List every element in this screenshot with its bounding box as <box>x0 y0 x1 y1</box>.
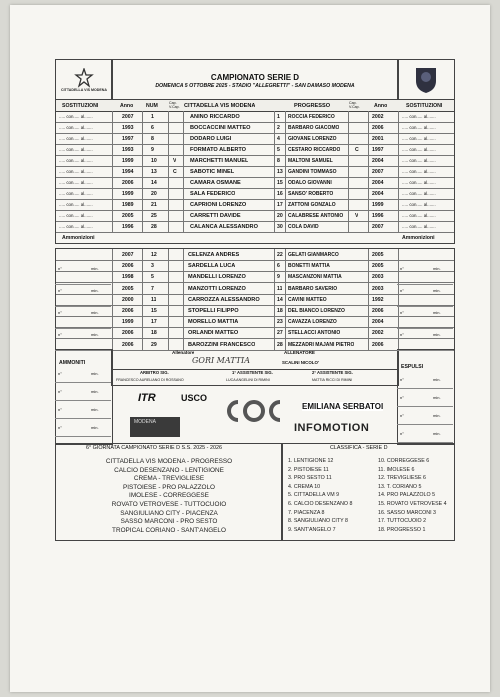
bench-row <box>56 305 454 317</box>
home-crest-icon <box>74 68 94 88</box>
away-anno: 2007 <box>372 224 384 230</box>
home-cap: V <box>173 158 177 164</box>
classifica-entry: 1. LENTIGIONE 12 <box>288 458 334 464</box>
home-bench-num: 7 <box>151 285 154 292</box>
ammonizione-slot <box>397 330 453 351</box>
away-anno: 2001 <box>372 136 384 142</box>
away-anno: 2007 <box>372 169 384 175</box>
match-subtitle: DOMENICA 5 OTTOBRE 2025 - STADIO "ALLEGRETTI" - SAN DAMASO MODENA <box>155 83 355 89</box>
ammonizione-slot <box>397 264 453 285</box>
home-bench-anno: 2007 <box>122 252 134 258</box>
sponsor-modena: MODENA <box>130 417 180 437</box>
sub-right-placeholder: ..... con..... al....... <box>402 125 436 130</box>
home-bench-name: STOPELLI FILIPPO <box>188 308 239 314</box>
away-num: 20 <box>277 213 283 219</box>
home-player-name: SABOTIC MINEL <box>190 169 235 175</box>
home-player-name: CAPRIONI LORENZO <box>190 202 247 208</box>
arbitro-label: ARBITRO SIG. <box>140 370 169 375</box>
home-num: 13 <box>151 169 157 175</box>
home-num: 6 <box>151 125 154 131</box>
classifica-entry: 11. IMOLESE 6 <box>378 466 415 473</box>
home-team-header: CITTADELLA VIS MODENA <box>184 103 256 109</box>
away-bench-anno: 2004 <box>372 319 384 326</box>
sub-right-placeholder: ..... con..... al....... <box>402 213 436 218</box>
classifica-entry: 17. TUTTOCUOIO 2 <box>378 518 427 525</box>
home-num: 10 <box>151 158 157 164</box>
ammonizione-n-label: n° <box>400 266 404 271</box>
home-anno: 1994 <box>122 169 134 175</box>
card-min-label: min. <box>433 395 441 400</box>
away-team-header: PROGRESSO <box>294 103 331 109</box>
starters-table <box>55 111 455 233</box>
sub-left-placeholder: ..... con..... al....... <box>59 202 93 207</box>
sub-right-placeholder: ..... con..... al....... <box>402 169 436 174</box>
away-bench-num: 9 <box>277 274 280 281</box>
classifica-entry: 15. ROVATO VETROVESE 4 <box>378 501 447 507</box>
card-n-label: n° <box>400 395 404 400</box>
away-bench-name: STELLACCI ANTONIO <box>288 330 341 337</box>
home-logo <box>55 59 113 101</box>
classifica-entry: 7. PIACENZA 8 <box>288 509 325 516</box>
away-num: 4 <box>277 136 280 142</box>
home-anno: 1989 <box>122 202 134 208</box>
home-player-name: FORMATO ALBERTO <box>190 147 247 153</box>
home-num: 14 <box>151 180 157 186</box>
away-bench-num: 6 <box>277 263 280 270</box>
away-bench-num: 14 <box>277 296 283 303</box>
home-player-name: CALANCA ALESSANDRO <box>190 224 258 230</box>
sponsor-itr: ITR <box>138 392 156 404</box>
home-bench-anno: 1999 <box>122 319 134 326</box>
card-n-label: n° <box>58 407 62 412</box>
card-slot <box>55 365 111 383</box>
schedule-match: SANGIULIANO CITY - PIACENZA <box>120 509 218 517</box>
away-anno: 1999 <box>372 202 384 208</box>
away-bench-name: BARBARO SAVERIO <box>288 285 338 292</box>
away-coach-name: SCALINI NICOLO' <box>282 360 319 365</box>
card-slot <box>397 407 453 425</box>
sub-right-placeholder: ..... con..... al....... <box>402 147 436 152</box>
home-coach-label: Allenatore <box>172 350 195 355</box>
card-n-label: n° <box>58 389 62 394</box>
home-bench-anno: 2006 <box>122 330 134 337</box>
home-coach-handwritten: GORI MATTIA <box>192 356 250 365</box>
match-title: CAMPIONATO SERIE D <box>210 73 300 82</box>
home-player-name: CAMARA OSMANE <box>190 180 241 186</box>
sponsor-usco: USCO <box>181 393 208 403</box>
card-slot <box>397 389 453 407</box>
sub-left-placeholder: ..... con..... al....... <box>59 224 93 229</box>
home-num: 28 <box>151 224 157 230</box>
away-num: 15 <box>277 180 283 186</box>
away-coach-label: ALLENATORE <box>284 350 315 355</box>
home-bench-num: 5 <box>151 274 154 281</box>
away-anno: 1996 <box>372 213 384 219</box>
assistente1-label: 1° ASSISTENTE SIG. <box>232 370 273 375</box>
away-player-name: ODALO GIOVANNI <box>288 180 332 186</box>
home-bench-num: 3 <box>151 263 154 270</box>
cap-header: Cap. V.Cap. <box>169 101 180 109</box>
away-bench-anno: 2006 <box>372 341 384 348</box>
away-bench-name: CAVAZZA LORENZO <box>288 319 337 326</box>
away-anno: 2004 <box>372 180 384 186</box>
bench-row <box>56 327 454 339</box>
home-bench-name: SARDELLA LUCA <box>188 263 236 270</box>
home-player-name: CARRETTI DAVIDE <box>190 213 241 219</box>
ammonizione-min-label: min. <box>433 266 441 271</box>
sub-right-placeholder: ..... con..... al....... <box>402 136 436 141</box>
card-slot <box>397 371 453 389</box>
away-bench-num: 18 <box>277 308 283 314</box>
away-cap: C <box>355 147 359 153</box>
home-bench-name: CELENZA ANDRES <box>188 252 240 258</box>
away-player-name: CESTARO RICCARDO <box>288 147 341 153</box>
sub-left-placeholder: ..... con..... al....... <box>59 213 93 218</box>
card-min-label: min. <box>433 413 441 418</box>
sub-left-placeholder: ..... con..... al....... <box>59 136 93 141</box>
ammonizione-slot <box>55 264 111 285</box>
sub-right-placeholder: ..... con..... al....... <box>402 180 436 185</box>
away-bench-name: CAVINI MATTEO <box>288 296 327 303</box>
sub-left-placeholder: ..... con..... al....... <box>59 180 93 185</box>
card-n-label: n° <box>58 371 62 376</box>
home-bench-anno: 2000 <box>122 296 134 303</box>
ammonizione-n-label: n° <box>400 288 404 293</box>
anno-header: Anno <box>120 103 134 109</box>
cap2-header: Cap. V.Cap. <box>349 101 360 109</box>
away-bench-name: BONETTI MATTIA <box>288 263 330 270</box>
away-bench-anno: 2003 <box>372 274 384 281</box>
schedule-match: ROVATO VETROVESE - TUTTOCUOIO <box>111 501 227 508</box>
sub-left-header: SOSTITUZIONI <box>62 103 99 109</box>
home-anno: 1999 <box>122 158 134 164</box>
sub-left-placeholder: ..... con..... al....... <box>59 147 93 152</box>
assistente2-name: MATTIA RICCI DI RIMINI <box>312 378 353 382</box>
sub-right-placeholder: ..... con..... al....... <box>402 114 436 119</box>
assistente1-name: LUCA ANGELINI DI RIMINI <box>226 378 270 382</box>
classifica-entry: 4. CREMA 10 <box>288 483 321 490</box>
arbitro-name: FRANCESCO AURELIANO DI ROSSANO <box>116 378 184 382</box>
away-player-name: GANDINI TOMMASO <box>288 169 337 175</box>
assistente2-label: 2° ASSISTENTE SIG. <box>312 370 353 375</box>
sub-left-placeholder: ..... con..... al....... <box>59 169 93 174</box>
classifica-entry: 14. PRO PALAZZOLO 5 <box>378 492 436 499</box>
ammonizioni-row <box>55 232 455 244</box>
ammonizioni-left-label: Ammonizioni <box>62 235 95 241</box>
home-bench-name: MORELLO MATTIA <box>188 319 239 326</box>
ammonizione-min-label: min. <box>433 332 441 337</box>
home-player-name: DODARO LUIGI <box>190 136 232 142</box>
schedule-match: PISTOIESE - PRO PALAZZOLO <box>122 483 216 491</box>
sub-left-placeholder: ..... con..... al....... <box>59 191 93 196</box>
away-num: 8 <box>277 158 280 164</box>
away-num: 16 <box>277 191 283 197</box>
away-player-name: GIOVANE LORENZO <box>288 136 337 142</box>
classifica-title: CLASSIFICA - SERIE D <box>330 445 388 451</box>
schedule-match: SASSO MARCONI - PRO SESTO <box>120 518 218 526</box>
away-anno: 2004 <box>372 158 384 164</box>
home-bench-num: 12 <box>151 252 157 258</box>
card-n-label: n° <box>58 425 62 430</box>
card-min-label: min. <box>91 389 99 394</box>
bench-table <box>55 248 455 351</box>
home-anno: 1993 <box>122 147 134 153</box>
away-bench-num: 11 <box>277 285 283 292</box>
classifica-entry: 18. PROGRESSO 1 <box>378 526 426 533</box>
home-anno: 2005 <box>122 213 134 219</box>
home-cap: C <box>173 169 177 175</box>
card-min-label: min. <box>91 371 99 376</box>
ammonizione-n-label: n° <box>58 266 62 271</box>
card-n-label: n° <box>400 377 404 382</box>
home-logo-caption: CITTADELLA VIS MODENA <box>61 88 107 92</box>
sponsor-cpc-logo <box>224 398 284 424</box>
away-player-name: ZATTONI GONZALO <box>288 202 336 208</box>
sponsor-infomotion: INFOMOTION <box>294 422 370 434</box>
away-bench-num: 27 <box>277 330 283 337</box>
home-player-name: MARCHETTI MANUEL <box>190 158 249 164</box>
lineup-sheet <box>10 5 490 692</box>
referees-row <box>111 369 399 386</box>
home-anno: 1996 <box>122 224 134 230</box>
classifica-entry: 5. CITTADELLA VM 9 <box>288 492 340 499</box>
home-anno: 1993 <box>122 125 134 131</box>
classifica-entry: 12. TREVIGLIESE 6 <box>378 475 426 482</box>
ammoniti-label: AMMONITI <box>59 360 86 366</box>
ammonizione-min-label: min. <box>91 332 99 337</box>
home-num: 25 <box>151 213 157 219</box>
espulsi-label: ESPULSI <box>401 364 424 370</box>
card-min-label: min. <box>91 425 99 430</box>
sub-right-placeholder: ..... con..... al....... <box>402 158 436 163</box>
card-min-label: min. <box>433 377 441 382</box>
away-bench-name: GELATI GIANMARCO <box>288 252 339 258</box>
away-bench-anno: 2003 <box>372 285 384 292</box>
home-bench-name: CARROZZA ALESSANDRO <box>188 296 260 303</box>
ammonizione-n-label: n° <box>58 310 62 315</box>
schedule-match: CREMA - TREVIGLIESE <box>133 475 205 483</box>
away-bench-anno: 2006 <box>372 308 384 314</box>
num-header: NUM <box>146 103 158 109</box>
card-slot <box>55 383 111 401</box>
ammonizione-min-label: min. <box>91 266 99 271</box>
card-slot <box>397 425 453 443</box>
away-num: 2 <box>277 125 280 131</box>
ammonizione-min-label: min. <box>433 310 441 315</box>
classifica-entry: 2. PISTOIESE 11 <box>288 466 329 473</box>
sub-right-placeholder: ..... con..... al....... <box>402 191 436 196</box>
home-player-name: BOCCACCINI MATTEO <box>190 125 251 131</box>
away-num: 17 <box>277 202 283 208</box>
sub-right-header: SOSTITUZIONI <box>406 103 443 109</box>
ammonizioni-right-label: Ammonizioni <box>402 235 435 241</box>
home-player-name: ANINO RICCARDO <box>190 114 240 120</box>
home-num: 20 <box>151 191 157 197</box>
away-player-name: SANSO' ROBERTO <box>288 191 334 197</box>
home-bench-anno: 2006 <box>122 263 134 270</box>
away-player-name: COLA DAVID <box>288 224 319 230</box>
home-bench-anno: 2005 <box>122 285 134 292</box>
away-bench-num: 23 <box>277 319 283 326</box>
bench-row <box>56 294 454 306</box>
home-player-name: SALA FEDERICO <box>190 191 236 197</box>
away-logo <box>397 59 455 101</box>
card-n-label: n° <box>400 413 404 418</box>
away-anno: 2006 <box>372 125 384 131</box>
away-cap: V <box>355 213 359 219</box>
away-anno: 2002 <box>372 114 384 120</box>
sub-left-placeholder: ..... con..... al....... <box>59 114 93 119</box>
home-anno: 2006 <box>122 180 134 186</box>
home-bench-num: 11 <box>151 296 157 303</box>
away-bench-name: DEL BIANCO LORENZO <box>288 308 345 314</box>
home-bench-name: BAROZZINI FRANCESCO <box>188 341 256 348</box>
schedule-match: IMOLESE - CORREGGESE <box>129 492 209 500</box>
away-player-name: CALABRESE ANTONIO <box>288 213 344 219</box>
coaches-row <box>111 349 399 370</box>
home-bench-anno: 1998 <box>122 274 134 281</box>
sub-right-placeholder: ..... con..... al....... <box>402 224 436 229</box>
ammonizione-n-label: n° <box>400 310 404 315</box>
home-anno: 1999 <box>122 191 134 197</box>
classifica-entry: 16. SASSO MARCONI 3 <box>378 509 436 516</box>
home-bench-anno: 2006 <box>122 308 134 314</box>
away-num: 13 <box>277 169 283 175</box>
sub-left-placeholder: ..... con..... al....... <box>59 125 93 130</box>
home-bench-name: MANZOTTI LORENZO <box>188 285 246 292</box>
home-bench-name: ORLANDI MATTEO <box>188 330 239 337</box>
away-num: 1 <box>277 114 280 120</box>
home-anno: 2007 <box>122 114 134 120</box>
classifica-box <box>281 443 455 541</box>
away-player-name: MALTONI SAMUEL <box>288 158 333 164</box>
home-bench-anno: 2006 <box>122 341 134 348</box>
classifica-entry: 10. CORREGGESE 6 <box>378 458 430 464</box>
schedule-title: 6° GIORNATA CAMPIONATO SERIE D S.S. 2025 - 2026 <box>86 445 222 451</box>
card-min-label: min. <box>91 407 99 412</box>
away-crest-icon <box>413 65 439 95</box>
classifica-entry: 3. PRO SESTO 11 <box>288 475 332 482</box>
schedule-match: TROPICAL CORIANO - SANT'ANGELO <box>112 526 226 534</box>
home-num: 8 <box>151 136 154 142</box>
ammonizione-min-label: min. <box>433 288 441 293</box>
schedule-match: CALCIO DESENZANO - LENTIGIONE <box>114 466 224 474</box>
away-anno: 2004 <box>372 191 384 197</box>
home-bench-num: 18 <box>151 330 157 337</box>
card-slot <box>55 419 111 437</box>
away-bench-anno: 2002 <box>372 330 384 337</box>
anno2-header: Anno <box>374 103 388 109</box>
away-bench-num: 22 <box>277 252 283 258</box>
bench-row <box>56 260 454 272</box>
away-bench-anno: 1992 <box>372 296 384 303</box>
away-player-name: BARBARO GIACOMO <box>288 125 340 131</box>
away-bench-name: MEZZADRI MAJANI PIETRO <box>288 341 355 348</box>
home-bench-num: 29 <box>151 341 157 348</box>
away-num: 30 <box>277 224 283 230</box>
sponsor-emiliana: EMILIANA SERBATOI <box>302 402 384 411</box>
schedule-match: CITTADELLA VIS MODENA - PROGRESSO <box>105 458 233 465</box>
classifica-entry: 6. CALCIO DESENZANO 8 <box>288 501 353 507</box>
ammonizione-min-label: min. <box>91 288 99 293</box>
away-num: 5 <box>277 147 280 153</box>
bench-row <box>56 316 454 328</box>
ammonizione-min-label: min. <box>91 310 99 315</box>
ammonizione-n-label: n° <box>58 332 62 337</box>
home-bench-name: MANDELLI LORENZO <box>188 274 246 281</box>
bench-row <box>56 283 454 295</box>
home-num: 1 <box>151 114 154 120</box>
home-num: 21 <box>151 202 157 208</box>
card-min-label: min. <box>433 431 441 436</box>
sub-left-placeholder: ..... con..... al....... <box>59 158 93 163</box>
ammonizione-slot <box>397 308 453 329</box>
away-bench-anno: 2005 <box>372 252 384 258</box>
title-block <box>111 59 399 101</box>
classifica-entry: 8. SANGIULIANO CITY 8 <box>288 518 348 525</box>
ammonizione-slot <box>397 286 453 307</box>
away-bench-anno: 2005 <box>372 263 384 270</box>
ammonizione-slot <box>55 308 111 329</box>
ammonizione-n-label: n° <box>58 288 62 293</box>
home-num: 9 <box>151 147 154 153</box>
ammonizione-slot <box>55 286 111 307</box>
classifica-entry: 9. SANT'ANGELO 7 <box>288 526 336 533</box>
away-anno: 1997 <box>372 147 384 153</box>
schedule-box <box>55 443 283 541</box>
ammonizione-n-label: n° <box>400 332 404 337</box>
away-bench-name: MASCANZONI MATTIA <box>288 274 342 281</box>
away-player-name: ROCCIA FEDERICO <box>288 114 335 120</box>
bench-row <box>56 271 454 283</box>
sub-right-placeholder: ..... con..... al....... <box>402 202 436 207</box>
ammonizione-slot <box>55 330 111 351</box>
card-slot <box>55 401 111 419</box>
home-anno: 1997 <box>122 136 134 142</box>
home-bench-num: 15 <box>151 308 157 314</box>
classifica-entry: 13. T. CORIANO 5 <box>378 483 422 490</box>
home-bench-num: 17 <box>151 319 157 326</box>
card-n-label: n° <box>400 431 404 436</box>
bench-row <box>56 249 454 261</box>
away-bench-num: 28 <box>277 341 283 348</box>
